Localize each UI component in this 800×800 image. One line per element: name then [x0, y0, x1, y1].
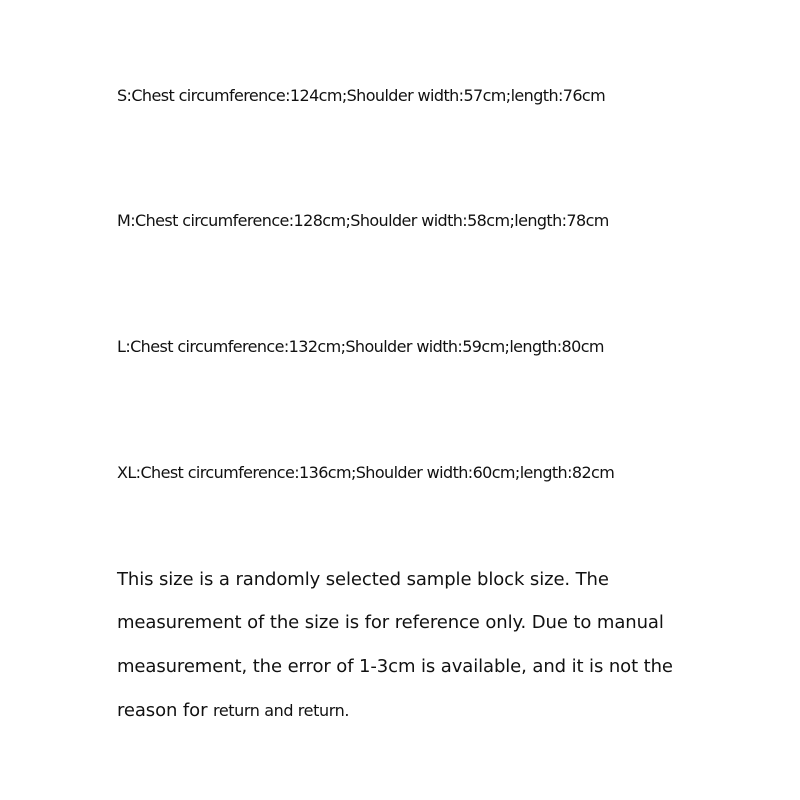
size-xl-line: XL:Chest circumference:136cm;Shoulder width:60cm;length:82cm [117, 463, 615, 482]
disclaimer-line-3: measurement, the error of 1-3cm is available, and it is not the [117, 656, 673, 677]
disclaimer-line-4-start: reason for [117, 700, 214, 721]
size-s-line: S:Chest circumference:124cm;Shoulder width:57cm;length:76cm [117, 86, 606, 105]
disclaimer-line-1: This size is a randomly selected sample block size. The [117, 569, 609, 590]
disclaimer-line-4 [117, 699, 349, 723]
disclaimer-line-4-end: return and return. [213, 701, 350, 720]
size-l-line: L:Chest circumference:132cm;Shoulder width:59cm;length:80cm [117, 337, 604, 356]
size-m-line: M:Chest circumference:128cm;Shoulder width:58cm;length:78cm [117, 211, 609, 230]
disclaimer-line-2: measurement of the size is for reference only. Due to manual [117, 612, 664, 633]
